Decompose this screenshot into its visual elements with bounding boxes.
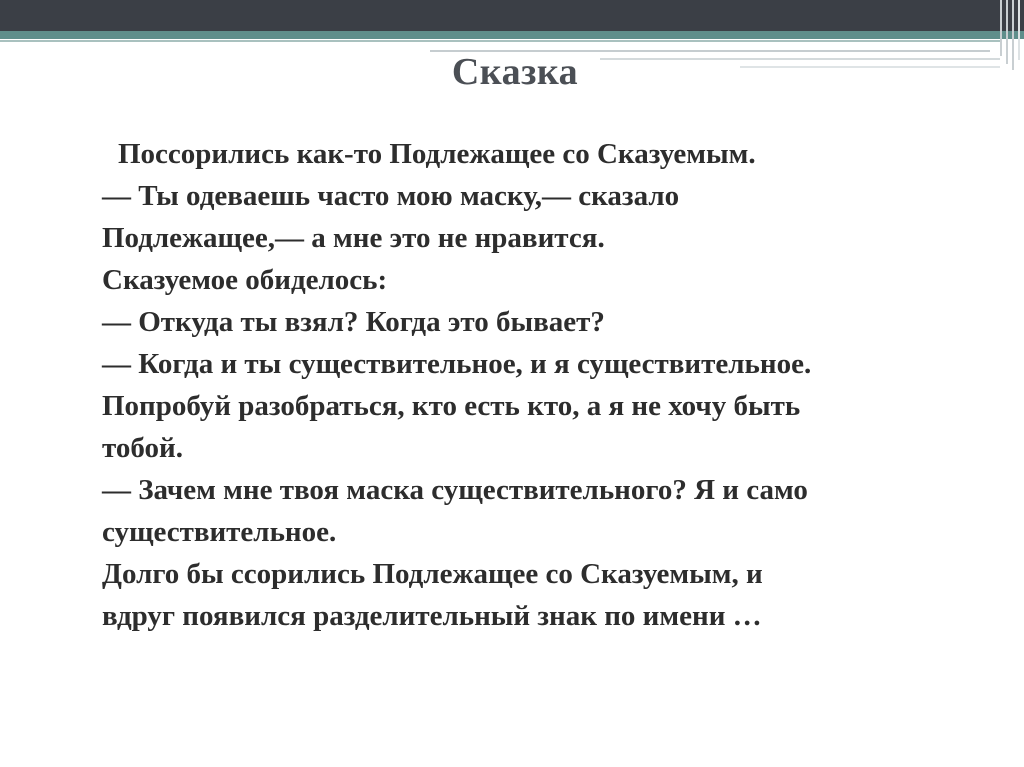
story-line: тобой. — [102, 432, 183, 464]
story-line: вдруг появился разделительный знак по имени … — [102, 600, 762, 632]
story-line: — Ты одеваешь часто мою маску,— сказало — [102, 180, 680, 212]
story-line: Попробуй разобраться, кто есть кто, а я не хочу быть — [102, 390, 801, 422]
story-line: Сказуемое обиделось: — [102, 264, 388, 296]
decor-stripe — [1000, 0, 1002, 56]
header-band-teal — [0, 31, 1024, 39]
header-line-teal — [0, 40, 1000, 42]
story-line: Поссорились как-то Подлежащее со Сказуемым. — [118, 138, 756, 170]
story-line: — Зачем мне твоя маска существительного? Я и само — [102, 474, 808, 506]
header-band-dark — [0, 0, 1024, 31]
story-text — [102, 133, 962, 637]
story-line: Долго бы ссорились Подлежащее со Сказуемым, и — [102, 558, 763, 590]
story-line: — Когда и ты существительное, и я существительное. — [102, 348, 812, 380]
story-line: существительное. — [102, 516, 337, 548]
story-line: — Откуда ты взял? Когда это бывает? — [102, 306, 605, 338]
slide-title: Сказка — [451, 51, 579, 93]
story-line: Подлежащее,— а мне это не нравится. — [102, 222, 605, 254]
